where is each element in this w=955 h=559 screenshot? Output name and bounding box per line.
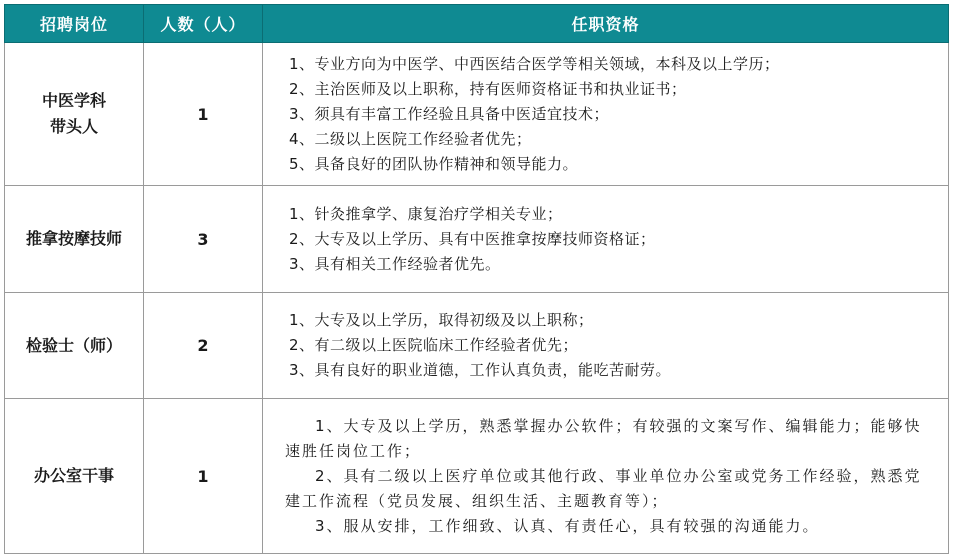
requirement-item: 1、专业方向为中医学、中西医结合医学等相关领域，本科及以上学历；	[289, 54, 780, 73]
requirement-item: 3、具有良好的职业道德，工作认真负责，能吃苦耐劳。	[289, 361, 672, 379]
requirements-cell	[263, 43, 949, 186]
recruitment-table	[4, 4, 948, 553]
header-requirements: 任职资格	[263, 5, 949, 43]
position-cell	[5, 186, 144, 293]
count-cell: 1	[144, 43, 263, 186]
requirements-cell	[263, 399, 949, 554]
requirement-item: 1、大专及以上学历，取得初级及以上职称；	[289, 311, 594, 329]
position-name-line: 检验士（师）	[25, 335, 122, 355]
count-cell: 1	[144, 399, 263, 554]
requirement-item: 4、二级以上医院工作经验者优先；	[289, 129, 532, 148]
requirement-item: 5、具备良好的团队协作精神和领导能力。	[289, 154, 579, 173]
header-count: 人数（人）	[144, 5, 263, 43]
count-cell: 2	[144, 293, 263, 399]
requirement-item: 3、须具有丰富工作经验且具备中医适宜技术；	[289, 104, 610, 123]
position-name-line: 推拿按摩技师	[25, 229, 122, 248]
table-row	[5, 43, 949, 186]
position-name-line: 中医学科	[41, 91, 106, 110]
table-header-row	[5, 5, 949, 43]
requirement-item: 1、大专及以上学历，熟悉掌握办公软件；有较强的文案写作、编辑能力；能够快速胜任岗位工作；	[285, 416, 922, 460]
position-name-line: 带头人	[49, 117, 98, 136]
requirement-item: 1、针灸推拿学、康复治疗学相关专业；	[289, 204, 563, 223]
position-cell	[5, 293, 144, 399]
table-row	[5, 186, 949, 293]
count-cell: 3	[144, 186, 263, 293]
table-row	[5, 399, 949, 554]
position-cell	[5, 43, 144, 186]
requirement-item: 2、有二级以上医院临床工作经验者优先；	[289, 336, 579, 354]
requirement-item: 3、服从安排，工作细致、认真、有责任心，具有较强的沟通能力。	[315, 516, 820, 535]
requirements-cell	[263, 186, 949, 293]
position-cell	[5, 399, 144, 554]
requirements-cell	[263, 293, 949, 399]
requirement-item: 2、主治医师及以上职称，持有医师资格证书和执业证书；	[289, 79, 687, 98]
requirement-item: 2、大专及以上学历、具有中医推拿按摩技师资格证；	[289, 229, 656, 248]
table-row	[5, 293, 949, 399]
recruitment-table-grid	[4, 4, 949, 554]
header-position: 招聘岗位	[5, 5, 144, 43]
requirement-item: 3、具有相关工作经验者优先。	[289, 254, 501, 273]
requirement-item: 2、具有二级以上医疗单位或其他行政、事业单位办公室或党务工作经验，熟悉党建工作流程（党员发展、组织生活、主题教育等）；	[285, 466, 922, 510]
position-name-line: 办公室干事	[33, 466, 114, 485]
